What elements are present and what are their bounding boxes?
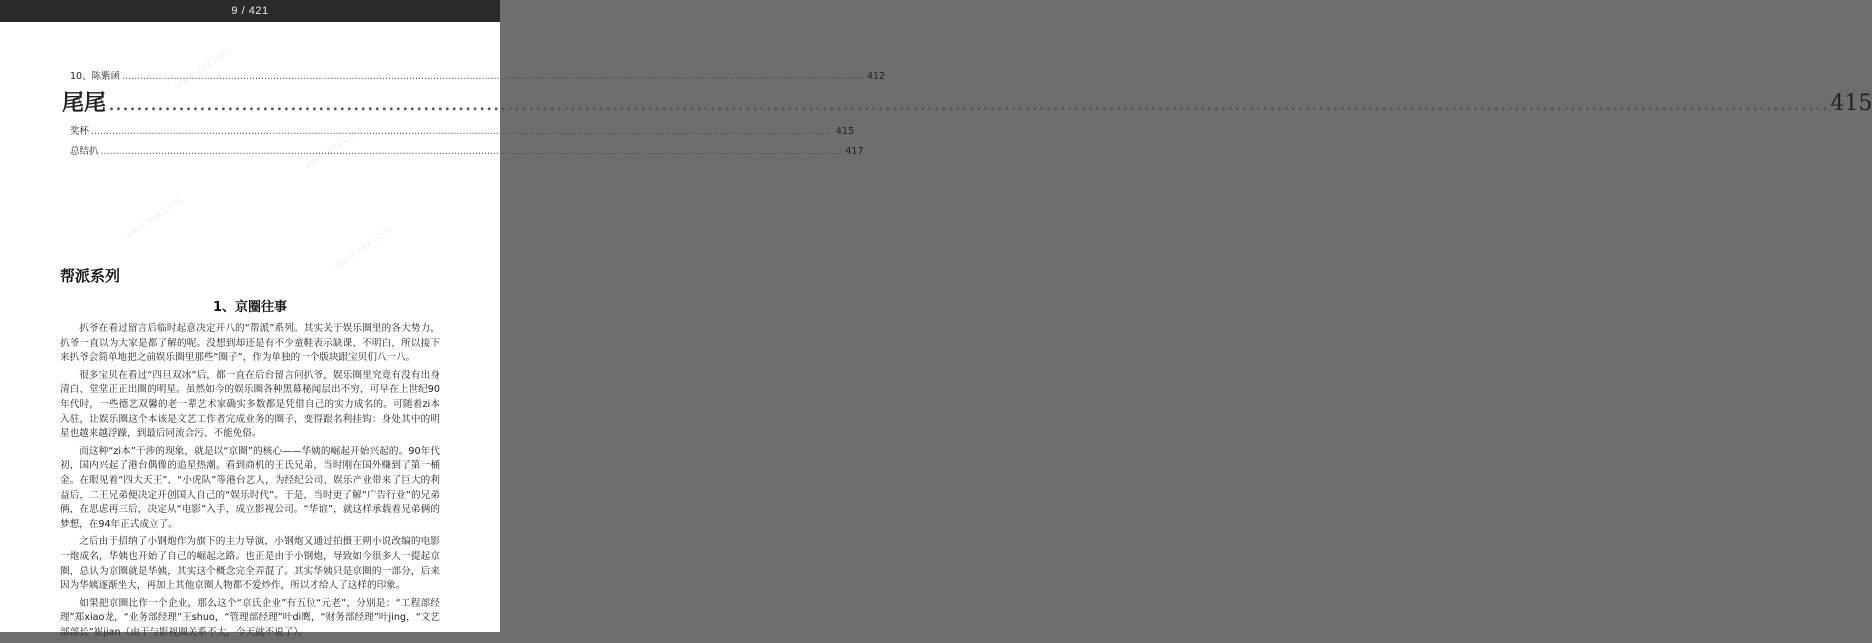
page-counter: 9 / 421 (231, 5, 269, 17)
toc-leader (108, 91, 1828, 116)
toc-leader (91, 126, 834, 137)
toc-entry-page: 415 (835, 126, 855, 137)
chapter-title: 1、京圈往事 (212, 300, 288, 315)
section-title: 帮派系列 (60, 267, 121, 285)
toc-entry-title: 总结扒 (70, 146, 99, 157)
toc-leader (101, 146, 844, 157)
document-page[interactable]: www.xxx.com www.xxx.com www.xxx.com www.xxx.com 10、陈紫函 ..... 412 尾尾 ..... 415 奖杯 ..... 415 总结扒 ..... 417 帮派系列 1、京圈往事 扒爷在看过留言后临时起意决定开八的“帮派”系列。其实关于娱乐圈里的各大势力，扒爷一直以为大家是都了解的呢。没想到却还是有不少童鞋表示缺课、不明白，所以接下来扒爷会简单地把之前娱乐圈里那些“圈子”，作为单独的一个版块跟宝贝们八一八。 很多宝贝在看过“四旦双冰”后，都一直在后台留言问扒爷，娱乐圈里究竟有没有出身清白、堂堂正正出圈的明星。虽然如今的娱乐圈各种黑幕秘闻层出不穷，可早在上世纪90年代时，一些德艺双馨的老一辈艺术家确实多数都是凭借自己的实力成名的。可随着zi本入驻，让娱乐圈这个本该是文艺工作者完成业务的圈子，变得跟名利挂钩：身处其中的明星也越来越浮躁，到最后同流合污、不能免俗。 而这种“zi本”干涉的现象，就是以“京圈”的核心——华姨的崛起开始兴起的。90年代初，国内兴起了港台偶像的追星热潮。看到商机的王氏兄弟，当时刚在国外赚到了第一桶金。在眼见着“四大天王”、“小虎队”等港台艺人，为经纪公司、娱乐产业带来了巨大的利益后，二王兄弟便决定开创国人自己的“娱乐时代”。于是，当时更了解“广告行业”的兄弟俩，在思虑再三后，决定从“电影”入手，成立影视公司。“华谊”，就这样承载着兄弟俩的梦想，在94年正式成立了。 之后由于招纳了小钢炮作为旗下的主力导演，小钢炮又通过拍摄王朔小说改编的电影一炮成名，华姨也开始了自己的崛起之路。也正是由于小钢炮，导致如今很多人一提起京圈，总认为京圈就是华姨，其实这个概念完全弄混了。其实华姨只是京圈的一部分，后来因为华姨逐渐坐大，再加上其他京圈人物都不爱炒作，所以才给人了这样的印象。 如果把京圈比作一个企业，那么这个“京氏企业”有五位“元老”，分别是：“工程部经理”郑xiao龙，“业务部经理”王shuo，“管理部经理”叶di鹰，“财务部经理”叶jing，“文艺部部长”崔jian（由于与影视圈关系不大，今天就不说了）。 (0, 22, 500, 632)
toc-entry-page: 415 (1830, 91, 1872, 116)
toc-entry-page: 412 (866, 71, 886, 82)
toc-entry-title: 奖杯 (70, 126, 90, 137)
paragraph: 很多宝贝在看过“四旦双冰”后，都一直在后台留言问扒爷，娱乐圈里究竟有没有出身清白、堂堂正正出圈的明星。虽然如今的娱乐圈各种黑幕秘闻层出不穷，可早在上世纪90年代时，一些德艺双馨的老一辈艺术家确实多数都是凭借自己的实力成名的。可随着zi本入驻，让娱乐圈这个本该是文艺工作者完成业务的圈子，变得跟名利挂钩：身处其中的明星也越来越浮躁，到最后同流合污、不能免俗。 (60, 369, 440, 440)
toc-leader (122, 71, 865, 82)
paragraph: 扒爷在看过留言后临时起意决定开八的“帮派”系列。其实关于娱乐圈里的各大势力，扒爷一直以为大家是都了解的呢。没想到却还是有不少童鞋表示缺课、不明白，所以接下来扒爷会简单地把之前娱乐圈里那些“圈子”，作为单独的一个版块跟宝贝们八一八。 (60, 323, 440, 364)
chapter-body (60, 322, 440, 643)
paragraph: 而这种“zi本”干涉的现象，就是以“京圈”的核心——华姨的崛起开始兴起的。90年代初，国内兴起了港台偶像的追星热潮。看到商机的王氏兄弟，当时刚在国外赚到了第一桶金。在眼见着“四大天王”、“小虎队”等港台艺人，为经纪公司、娱乐产业带来了巨大的利益后，二王兄弟便决定开创国人自己的“娱乐时代”。于是，当时更了解“广告行业”的兄弟俩，在思虑再三后，决定从“电影”入手，成立影视公司。“华谊”，就这样承载着兄弟俩的梦想，在94年正式成立了。 (60, 445, 440, 530)
paragraph: 之后由于招纳了小钢炮作为旗下的主力导演，小钢炮又通过拍摄王朔小说改编的电影一炮成名，华姨也开始了自己的崛起之路。也正是由于小钢炮，导致如今很多人一提起京圈，总认为京圈就是华姨，其实这个概念完全弄混了。其实华姨只是京圈的一部分，后来因为华姨逐渐坐大，再加上其他京圈人物都不爱炒作，所以才给人了这样的印象。 (60, 536, 440, 592)
toc-entry[interactable] (62, 86, 1872, 117)
toc-entry[interactable] (70, 123, 855, 137)
toc-entry[interactable] (70, 68, 886, 82)
paragraph: 如果把京圈比作一个企业，那么这个“京氏企业”有五位“元老”，分别是：“工程部经理”郑xiao龙，“业务部经理”王shuo，“管理部经理”叶di鹰，“财务部经理”叶jing，“文艺部部长”崔jian（由于与影视圈关系不大，今天就不说了）。 (60, 597, 440, 638)
toc-entry[interactable] (70, 143, 864, 157)
toc-entry-title: 尾尾 (62, 90, 107, 116)
toc-entry-title: 10、陈紫函 (70, 71, 121, 82)
toc-entry-page: 417 (845, 146, 864, 157)
